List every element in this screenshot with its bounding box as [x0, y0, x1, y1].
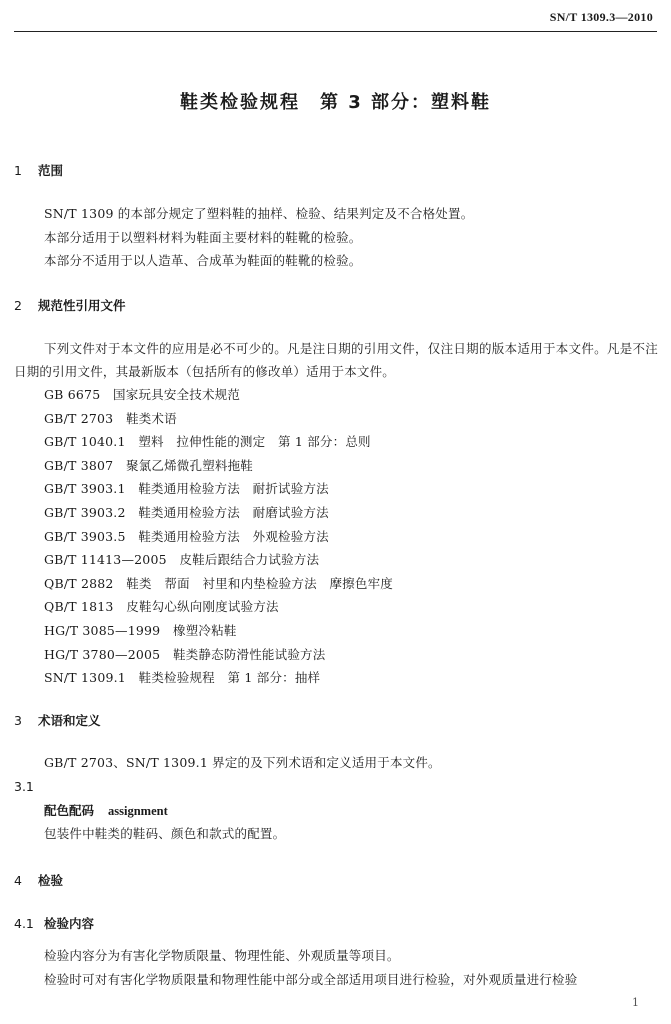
paragraph: 下列文件对于本文件的应用是必不可少的。凡是注日期的引用文件，仅注日期的版本适用于本文件。凡是不注日期的引用文件，其最新版本（包括所有的修改单）适用于本文件。 — [14, 341, 658, 379]
reference-item: GB/T 3807 聚氯乙烯微孔塑料拖鞋 — [44, 457, 254, 473]
term-definition: 包装件中鞋类的鞋码、颜色和款式的配置。 — [44, 826, 286, 841]
paragraph: 本部分不适用于以人造革、合成革为鞋面的鞋靴的检验。 — [44, 253, 362, 268]
reference-item: GB 6675 国家玩具安全技术规范 — [44, 387, 241, 402]
term-chinese: 配色配码 — [44, 803, 95, 818]
reference-item: QB/T 1813 皮鞋勾心纵向刚度试验方法 — [44, 599, 279, 615]
section-1-heading — [14, 161, 63, 179]
normative-references-list — [44, 383, 393, 690]
reference-item: GB/T 3903.5 鞋类通用检验方法 外观检验方法 — [44, 528, 329, 544]
section-4-heading — [14, 871, 63, 889]
reference-item: GB/T 3903.1 鞋类通用检验方法 耐折试验方法 — [44, 481, 329, 497]
section-number: 1 — [14, 163, 22, 178]
subsection-number: 4.1 — [14, 916, 34, 931]
reference-item: QB/T 2882 鞋类 帮面 衬里和内垫检验方法 摩擦色牢度 — [44, 575, 393, 591]
reference-item: SN/T 1309.1 鞋类检验规程 第 1 部分：抽样 — [44, 670, 321, 686]
section-number: 2 — [14, 298, 22, 313]
term-entry — [44, 801, 168, 819]
term-number: 3.1 — [14, 779, 34, 794]
section-number: 3 — [14, 713, 22, 728]
term-english: assignment — [108, 804, 168, 818]
document-number: SN/T 1309.3—2010 — [549, 10, 653, 24]
header-rule — [14, 31, 657, 32]
section-2-heading — [14, 296, 126, 314]
reference-item: GB/T 11413—2005 皮鞋后跟结合力试验方法 — [44, 552, 320, 568]
section-3-heading — [14, 711, 101, 729]
subsection-title: 检验内容 — [44, 916, 95, 931]
reference-item: GB/T 1040.1 塑料 拉伸性能的测定 第 1 部分：总则 — [44, 434, 371, 450]
paragraph: 本部分适用于以塑料材料为鞋面主要材料的鞋靴的检验。 — [44, 230, 362, 245]
reference-item: GB/T 2703 鞋类术语 — [44, 410, 177, 426]
document-title: 鞋类检验规程 第 3 部分：塑料鞋 — [179, 92, 492, 113]
subsection-4-1-heading — [14, 914, 94, 932]
paragraph: 检验内容分为有害化学物质限量、物理性能、外观质量等项目。 — [44, 948, 400, 963]
reference-item: GB/T 3903.2 鞋类通用检验方法 耐磨试验方法 — [44, 504, 329, 520]
section-title: 规范性引用文件 — [38, 298, 126, 313]
page-number: 1 — [632, 996, 639, 1009]
section-number: 4 — [14, 873, 22, 888]
paragraph: GB/T 2703、SN/T 1309.1 界定的及下列术语和定义适用于本文件。 — [44, 755, 441, 770]
paragraph: SN/T 1309 的本部分规定了塑料鞋的抽样、检验、结果判定及不合格处置。 — [44, 206, 474, 221]
section-title: 范围 — [38, 163, 64, 178]
paragraph: 检验时可对有害化学物质限量和物理性能中部分或全部适用项目进行检验，对外观质量进行检验 — [44, 972, 578, 987]
reference-item: HG/T 3085—1999 橡塑冷粘鞋 — [44, 622, 237, 638]
section-title: 术语和定义 — [38, 713, 101, 728]
section-title: 检验 — [38, 873, 64, 888]
reference-item: HG/T 3780—2005 鞋类静态防滑性能试验方法 — [44, 646, 326, 662]
